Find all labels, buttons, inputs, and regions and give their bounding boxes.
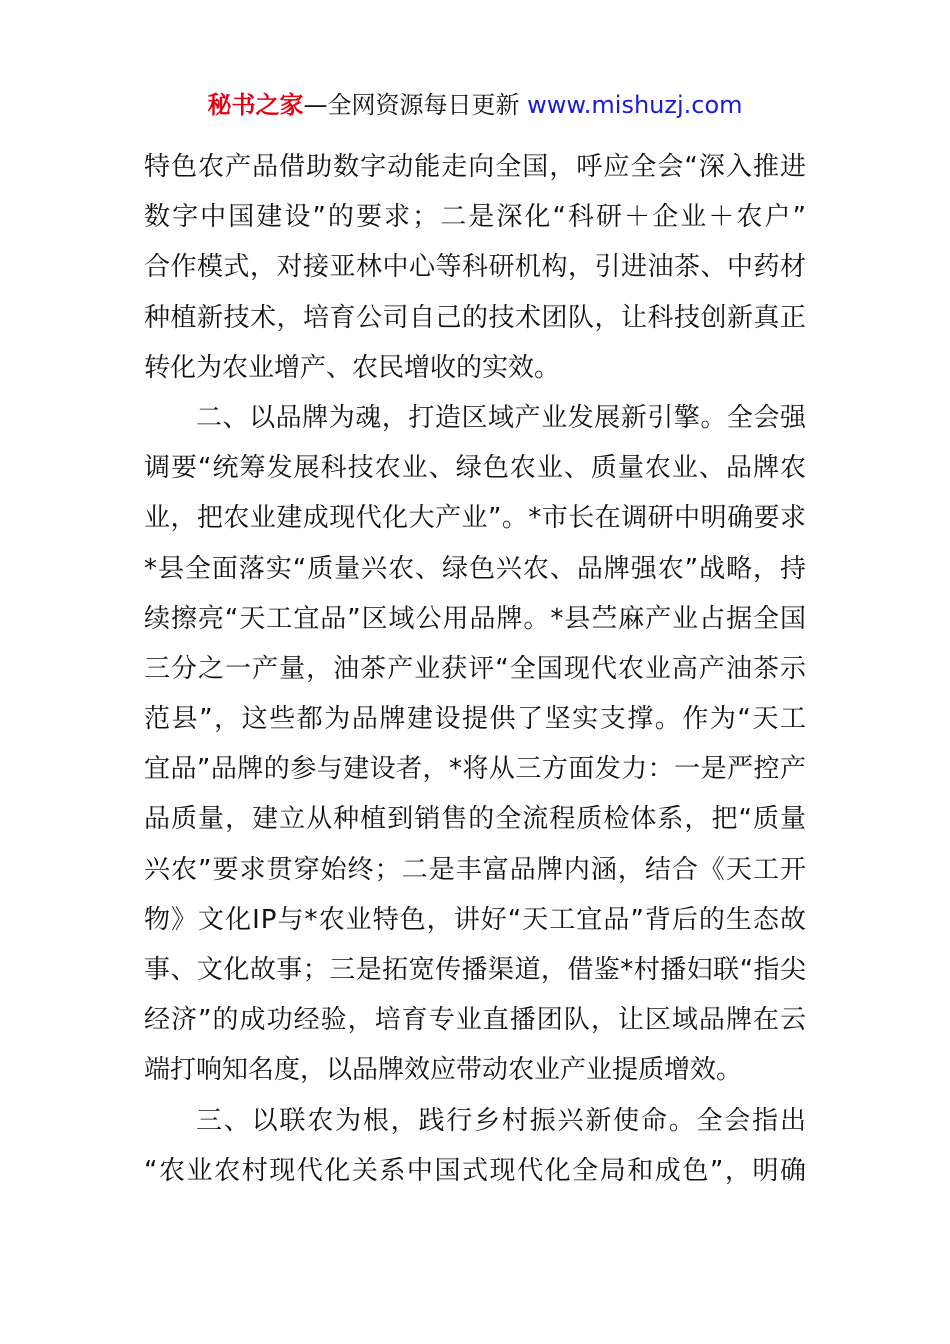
- text-line: 三分之一产量，油茶产业获评“全国现代农业高产油茶示: [144, 653, 808, 684]
- section-heading-line: 三、以联农为根，践行乡村振兴新使命。全会指出: [196, 1105, 808, 1136]
- text-line: 种植新技术，培育公司自己的技术团队，让科技创新真正: [144, 302, 807, 333]
- header-tagline: —全网资源每日更新: [303, 91, 520, 119]
- text-line: 范县”，这些都为品牌建设提供了坚实支撑。作为“天工: [144, 704, 808, 735]
- text-line: 事、文化故事；三是拓宽传播渠道，借鉴*村播妇联“指尖: [144, 955, 807, 985]
- text-line: 数字中国建设”的要求；二是深化“科研＋企业＋农户”: [144, 202, 809, 233]
- text-line: 调要“统筹发展科技农业、绿色农业、质量农业、品牌农: [144, 453, 808, 484]
- brand-name: 秘书之家: [207, 91, 304, 119]
- text-line: “农业农村现代化关系中国式现代化全局和成色”，明确: [144, 1155, 808, 1186]
- text-line: 品质量，建立从种植到销售的全流程质检体系，把“质量: [144, 804, 808, 835]
- text-line: 续擦亮“天工宜品”区域公用品牌。*县苎麻产业占据全国: [144, 603, 807, 634]
- site-url-link[interactable]: www.mishuzj.com: [527, 91, 743, 119]
- text-line: *县全面落实“质量兴农、绿色兴农、品牌强农”战略，持: [144, 553, 807, 584]
- document-body: [144, 142, 809, 1196]
- text-line: 转化为农业增产、农民增收的实效。: [144, 352, 561, 383]
- text-line: 端打响知名度，以品牌效应带动农业产业提质增效。: [144, 1055, 743, 1086]
- text-line: 业，把农业建成现代化大产业”。*市长在调研中明确要求: [144, 503, 807, 534]
- section-heading-line: 二、以品牌为魂，打造区域产业发展新引擎。全会强: [196, 402, 807, 433]
- text-line: 物》文化IP与*农业特色，讲好“天工宜品”背后的生态故: [144, 904, 808, 935]
- text-line: 特色农产品借助数字动能走向全国，呼应全会“深入推进: [144, 152, 808, 182]
- text-line: 兴农”要求贯穿始终；二是丰富品牌内涵，结合《天工开: [144, 854, 808, 885]
- text-line: 合作模式，对接亚林中心等科研机构，引进油茶、中药材: [144, 252, 807, 283]
- text-line: 宜品”品牌的参与建设者，*将从三方面发力：一是严控产: [144, 754, 807, 785]
- text-line: 经济”的成功经验，培育专业直播团队，让区域品牌在云: [144, 1005, 808, 1036]
- site-header: [0, 88, 950, 122]
